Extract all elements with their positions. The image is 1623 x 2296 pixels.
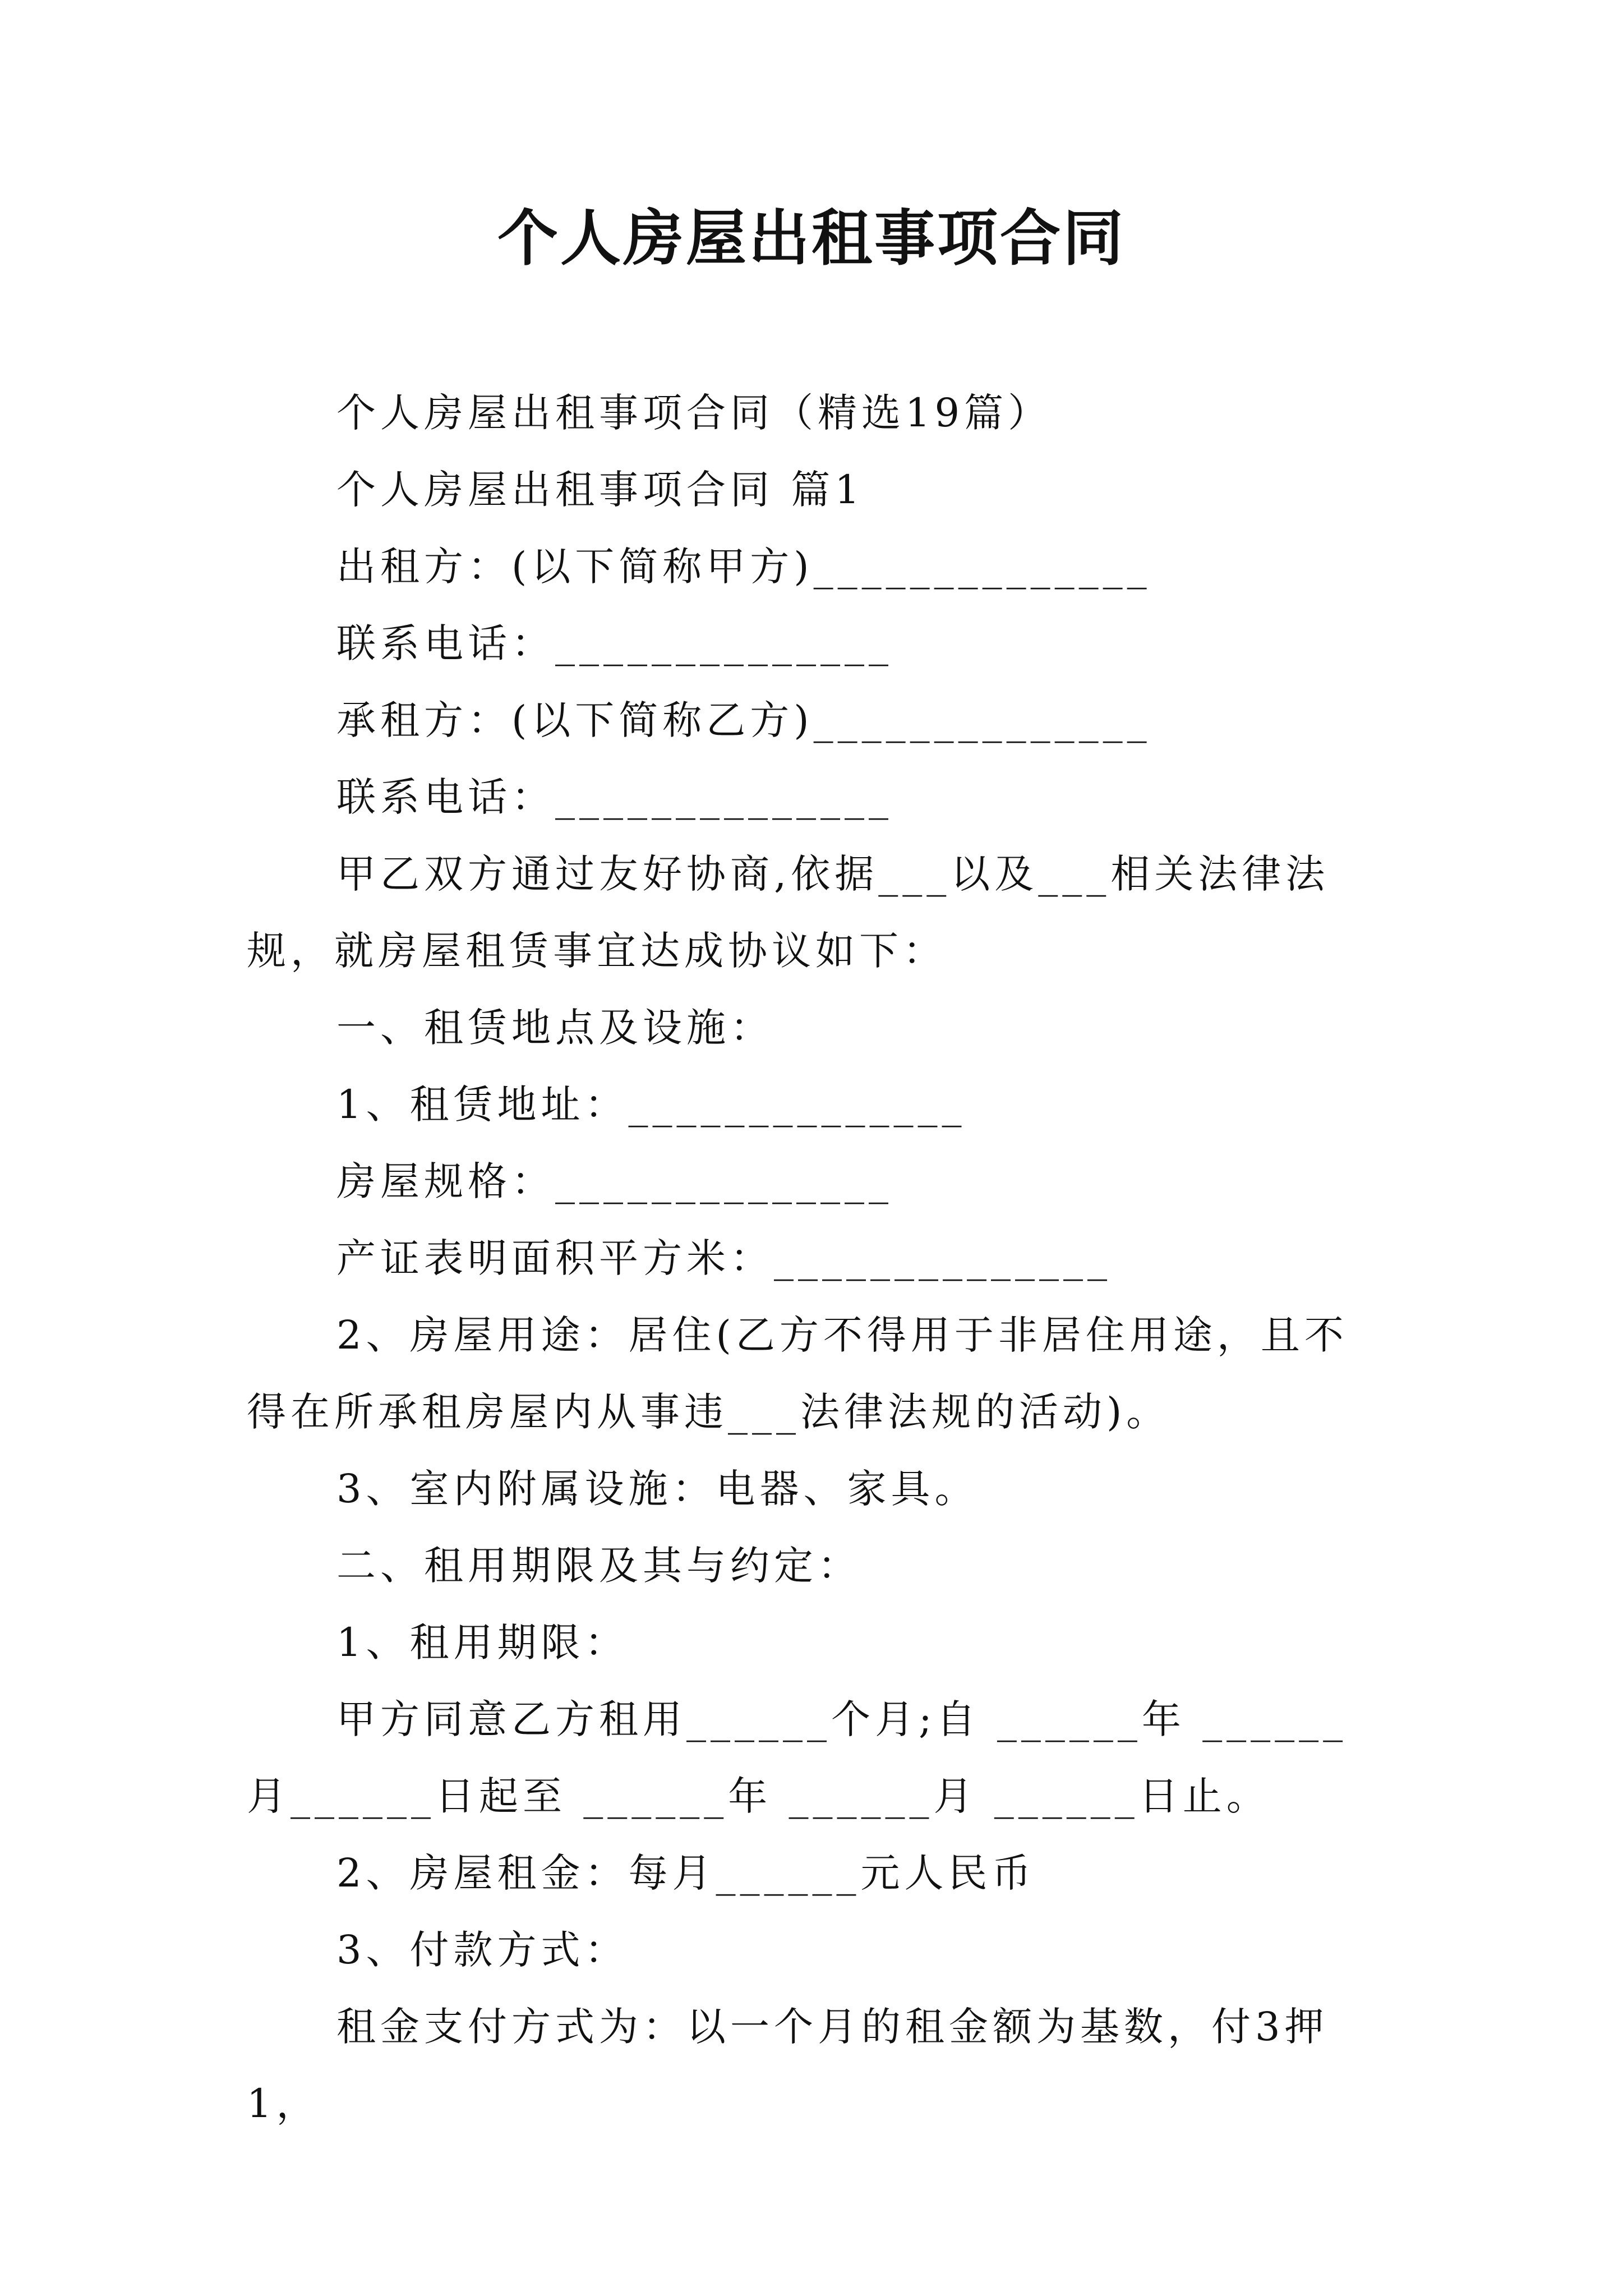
paragraph-area: 产证表明面积平方米：______________ [336,1235,1112,1281]
paragraph-house-spec: 房屋规格：______________ [336,1158,893,1204]
paragraph-clause-1-heading: 一、租赁地点及设施： [336,1005,774,1051]
paragraph-subtitle: 个人房屋出租事项合同（精选19篇） [336,390,1052,436]
paragraph-clause-2-heading: 二、租用期限及其与约定： [336,1543,861,1589]
paragraph-lease-term-heading: 1、租用期限： [336,1619,629,1665]
paragraph-payment-method: 租金支付方式为：以一个月的租金额为基数，付3押1， [247,2004,1329,2127]
paragraph-lessor-phone: 联系电话：______________ [336,620,893,666]
paragraph-lessee-phone: 联系电话：______________ [336,774,893,820]
paragraph-lessor: 出租方：(以下简称甲方)______________ [336,544,1151,590]
paragraph-payment-heading: 3、付款方式： [336,1927,629,1973]
paragraph-rent: 2、房屋租金：每月______元人民币 [336,1850,1036,1896]
paragraph-house-use: 2、房屋用途：居住(乙方不得用于非居住用途，且不得在所承租房屋内从事违___法律法规的活动)。 [247,1312,1348,1435]
paragraph-lease-term: 甲方同意乙方租用______个月;自 ______年 ______月______日起至 ______年 ______月 ______日止。 [247,1696,1348,1819]
paragraph-agreement-intro: 甲乙双方通过友好协商,依据___以及___相关法律法规，就房屋租赁事宜达成协议如下： [247,851,1330,974]
paragraph-rental-address: 1、租赁地址：______________ [336,1082,966,1128]
paragraph-section-heading: 个人房屋出租事项合同 篇1 [336,467,864,513]
document-title: 个人房屋出租事项合同 [497,203,1126,274]
document-body [247,375,1380,2142]
paragraph-lessee: 承租方：(以下简称乙方)______________ [336,697,1151,743]
paragraph-facilities: 3、室内附属设施：电器、家具。 [336,1466,979,1512]
